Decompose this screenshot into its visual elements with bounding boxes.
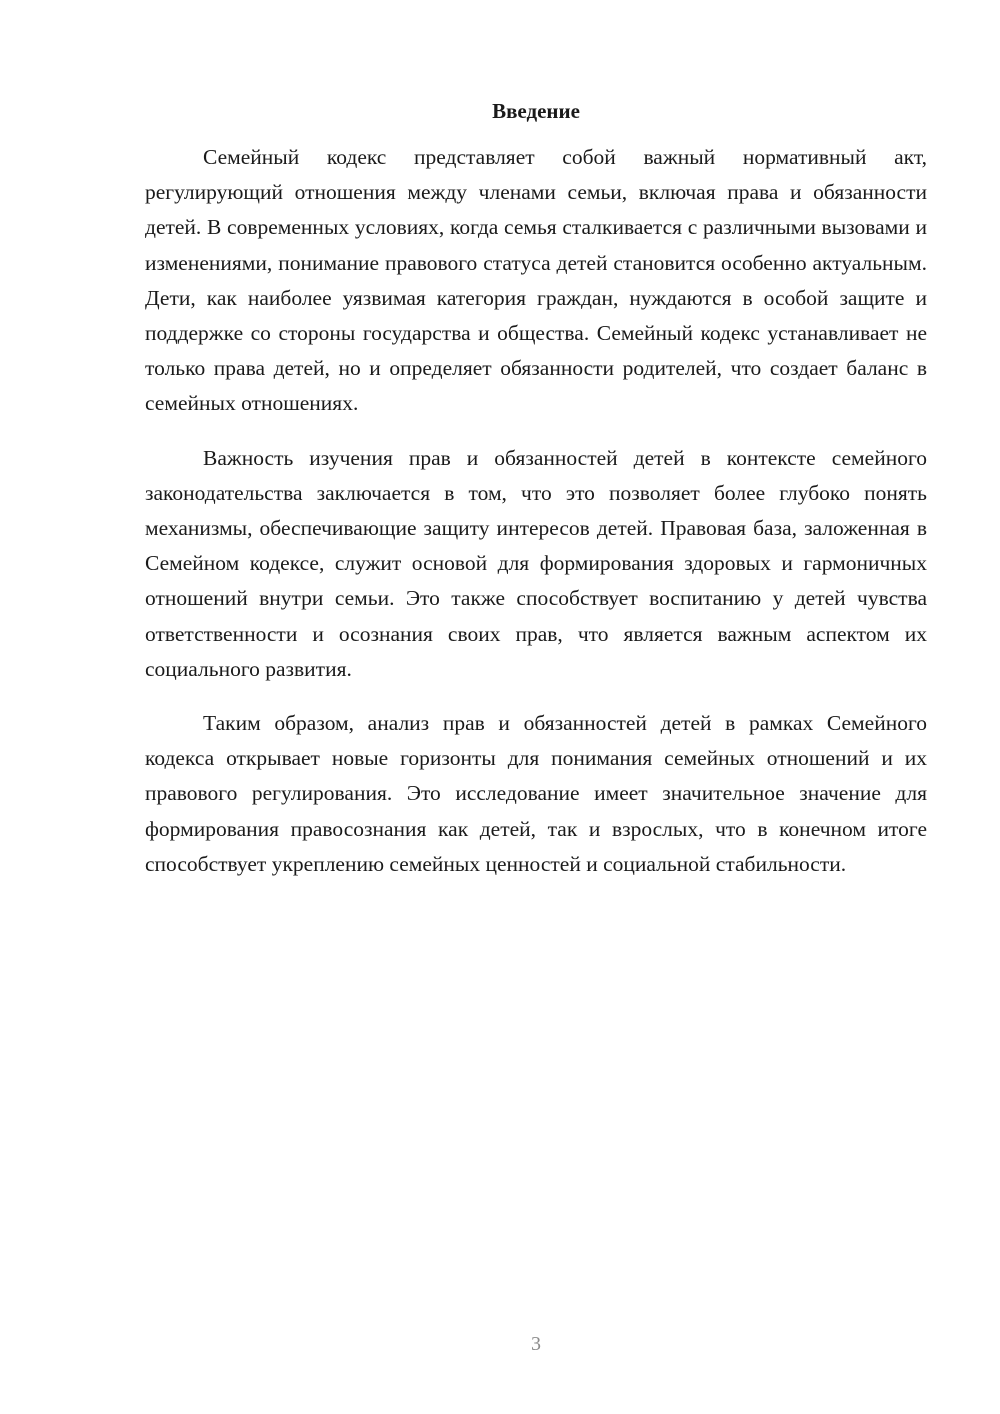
page-number: 3 <box>531 1333 541 1355</box>
section-title: Введение <box>492 99 580 123</box>
page-content <box>145 92 927 901</box>
paragraph-1: Семейный кодекс представляет собой важный нормативный акт, регулирующий отношения между членами семьи, включая права и обязанности детей. В современных условиях, когда семья сталкивается с различными вызовами и изменениями, понимание правового статуса детей становится особенно актуальным. Дети, как наиболее уязвимая категория граждан, нуждаются в особой защите и поддержке со стороны государства и общества. Семейный кодекс устанавливает не только права детей, но и определяет обязанности родителей, что создает баланс в семейных отношениях. <box>145 145 927 416</box>
paragraph-2: Важность изучения прав и обязанностей детей в контексте семейного законодательства заключается в том, что это позволяет более глубоко понять механизмы, обеспечивающие защиту интересов детей. Правовая база, заложенная в Семейном кодексе, служит основой для формирования здоровых и гармоничных отношений внутри семьи. Это также способствует воспитанию у детей чувства ответственности и осознания своих прав, что является важным аспектом их социального развития. <box>145 445 927 681</box>
paragraph-3: Таким образом, анализ прав и обязанностей детей в рамках Семейного кодекса открывает новые горизонты для понимания семейных отношений и их правового регулирования. Это исследование имеет значительное значение для формирования правосознания как детей, так и взрослых, что в конечном итоге способствует укреплению семейных ценностей и социальной стабильности. <box>145 711 927 876</box>
